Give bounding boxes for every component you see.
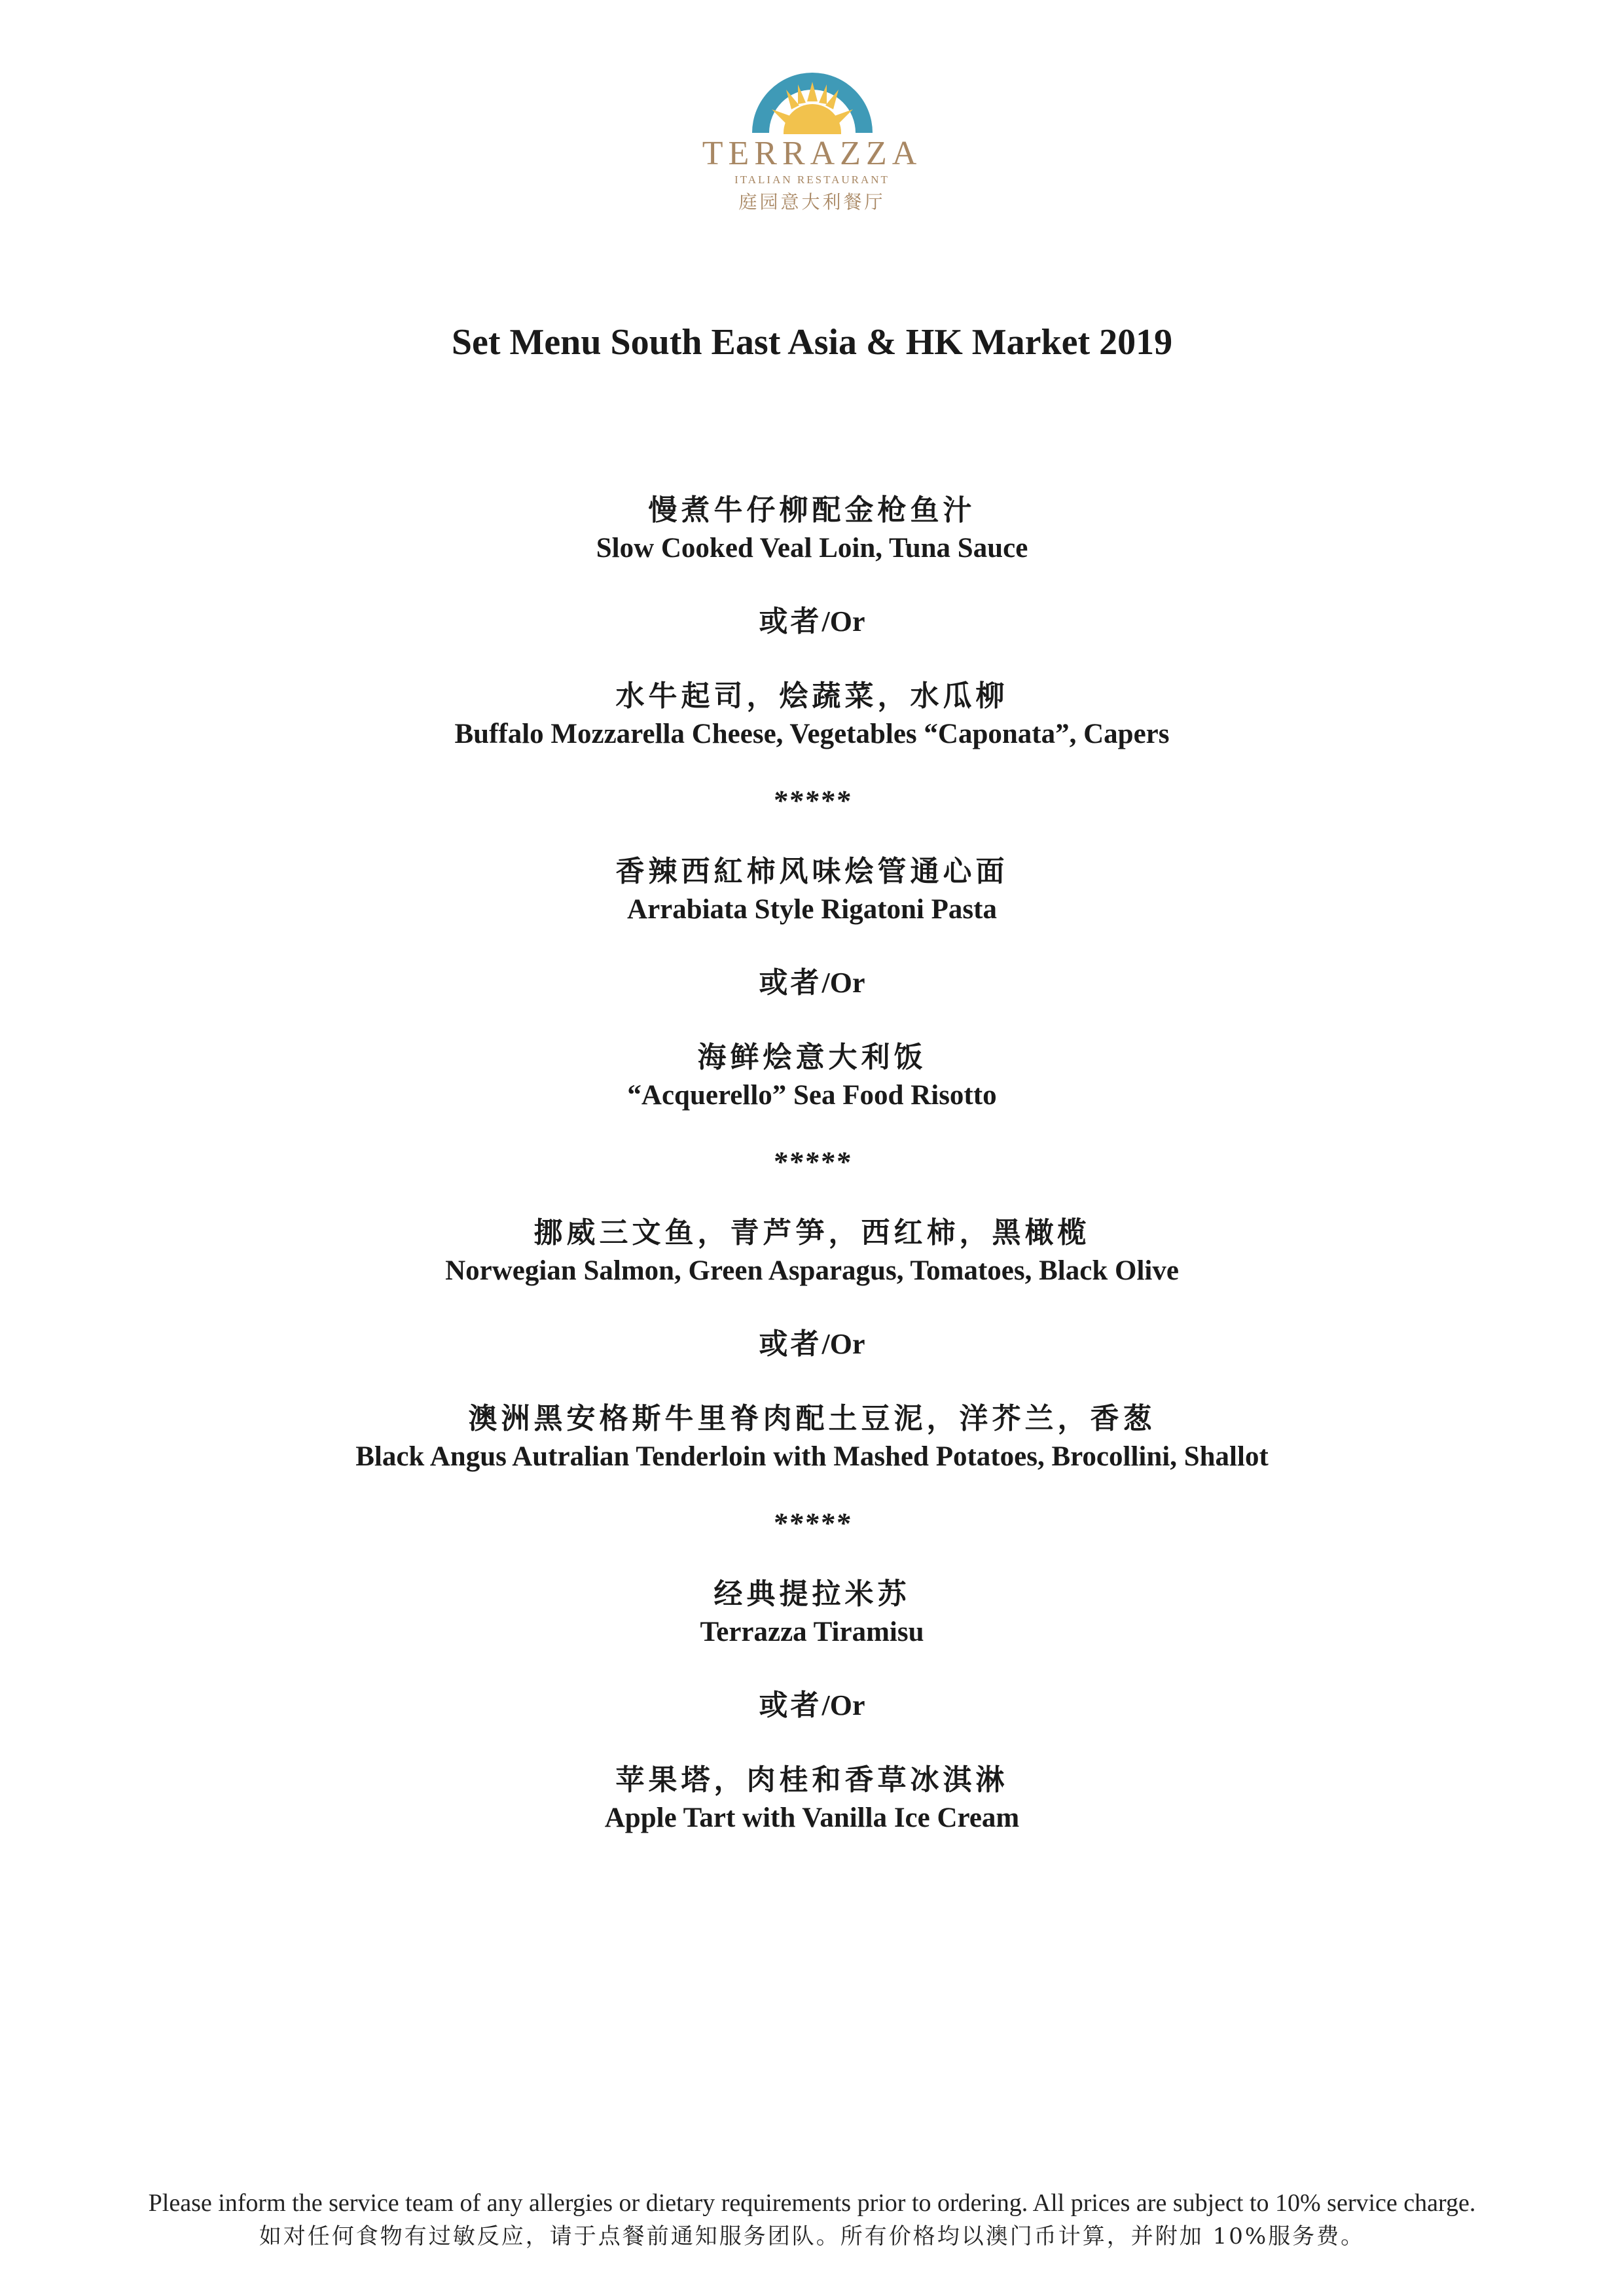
or-label-en: /Or [821, 967, 865, 999]
course-separator: ***** [772, 785, 852, 817]
or-label-cn: 或者 [759, 1327, 822, 1361]
or-divider [0, 1325, 1624, 1364]
dish-name-cn: 香辣西紅柿风味烩管通心面 [615, 855, 1009, 888]
footer-notice-en: Please inform the service team of any allergies or dietary requirements prior to ordering. All prices are subject to 10% service charge. [148, 2189, 1476, 2217]
dish-name-cn: 苹果塔，肉桂和香草冰淇淋 [615, 1763, 1009, 1797]
logo-subtitle: ITALIAN RESTAURANT [734, 173, 890, 186]
dish-name-cn: 水牛起司，烩蔬菜，水瓜柳 [615, 679, 1009, 713]
dish-name-cn: 经典提拉米苏 [713, 1577, 911, 1611]
course-pasta [0, 852, 1624, 1114]
dish-option [0, 852, 1624, 928]
restaurant-logo [0, 69, 1624, 223]
dish-name-en: Norwegian Salmon, Green Asparagus, Tomatoes, Black Olive [445, 1255, 1179, 1286]
dish-option [0, 491, 1624, 567]
set-menu [0, 491, 1624, 1837]
dish-name-en: “Acquerello” Sea Food Risotto [627, 1080, 997, 1111]
dish-name-en: Terrazza Tiramisu [700, 1617, 924, 1647]
or-label-cn: 或者 [759, 605, 822, 638]
dish-name-en: Arrabiata Style Rigatoni Pasta [627, 894, 997, 925]
dish-name-cn: 挪威三文鱼，青芦笋，西红柿，黑橄榄 [533, 1216, 1091, 1249]
course-main [0, 1213, 1624, 1475]
or-divider [0, 963, 1624, 1003]
course-separator: ***** [772, 1146, 852, 1178]
sun-logo-icon [747, 69, 878, 134]
dish-name-en: Apple Tart with Vanilla Ice Cream [604, 1803, 1020, 1833]
or-label-en: /Or [821, 605, 865, 637]
course-dessert [0, 1575, 1624, 1837]
footer-notice-cn: 如对任何食物有过敏反应，请于点餐前通知服务团队。所有价格均以澳门币计算，并附加 10%服务费。 [259, 2223, 1365, 2250]
dish-option [0, 1575, 1624, 1651]
dish-option [0, 1399, 1624, 1475]
dish-option [0, 677, 1624, 753]
dish-name-cn: 海鲜烩意大利饭 [697, 1041, 927, 1074]
dish-name-cn: 澳洲黑安格斯牛里脊肉配土豆泥，洋芥兰，香葱 [468, 1402, 1156, 1435]
course-separator: ***** [772, 1507, 852, 1539]
dish-option [0, 1761, 1624, 1837]
footer-notice [0, 2186, 1624, 2253]
dish-option [0, 1038, 1624, 1114]
dish-option [0, 1213, 1624, 1289]
page-title: Set Menu South East Asia & HK Market 2019 [451, 322, 1173, 363]
dish-name-en: Black Angus Autralian Tenderloin with Mashed Potatoes, Brocollini, Shallot [355, 1441, 1269, 1472]
or-label-cn: 或者 [759, 966, 822, 999]
dish-name-en: Buffalo Mozzarella Cheese, Vegetables “Caponata”, Capers [454, 719, 1170, 749]
or-divider [0, 602, 1624, 641]
or-label-en: /Or [821, 1689, 865, 1721]
or-label-en: /Or [821, 1328, 865, 1360]
course-starter [0, 491, 1624, 753]
dish-name-cn: 慢煮牛仔柳配金枪鱼汁 [648, 493, 976, 527]
dish-name-en: Slow Cooked Veal Loin, Tuna Sauce [596, 533, 1028, 564]
logo-chinese-name: 庭园意大利餐厅 [738, 191, 886, 213]
or-label-cn: 或者 [759, 1689, 822, 1722]
logo-wordmark: TERRAZZA [702, 135, 922, 172]
or-divider [0, 1686, 1624, 1725]
